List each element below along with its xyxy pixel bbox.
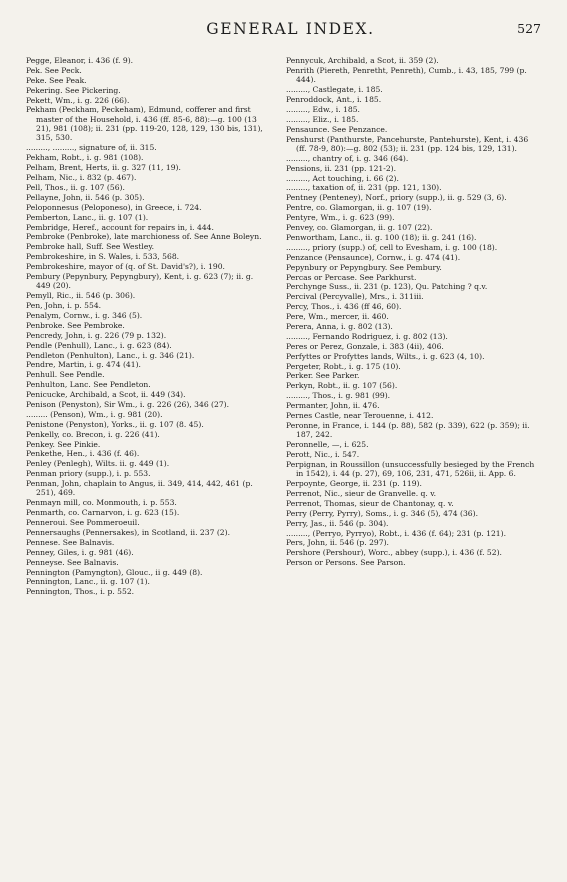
index-entry: Pendre, Martin, i. g. 474 (41). [26, 360, 141, 370]
index-entry: Pembury (Pepynbury, Pepyngbury), Kent, i. g. 623 (7); ii. g. 449 (20). [26, 271, 254, 291]
index-entry: Pellayne, John, ii. 546 (p. 305). [26, 192, 145, 202]
index-entry: Penman priory (supp.), i. p. 553. [26, 469, 151, 479]
index-entry: Pennington, Thos., i. p. 552. [26, 587, 135, 597]
index-entry: Pekett, Wm., i. g. 226 (66). [26, 95, 130, 105]
index-entry: Percy, Thos., i. 436 (ff 46, 60). [286, 302, 402, 312]
index-entry: Pendleton (Penhulton), Lanc., i. g. 346 (21). [26, 350, 195, 360]
page-number: 527 [517, 21, 541, 36]
right-index-column [286, 56, 536, 568]
index-entry: Pembrokeshire, in S. Wales, i. 533, 568. [26, 252, 180, 262]
index-entry: Peronnelle, —, i. 625. [286, 440, 369, 450]
index-entry: Perpignan, in Roussillon (unsuccessfully besieged by the French in 1542), i. 44 (p. 27), 69, 106, 231, 471, 526ii, ii. App. 6. [286, 459, 535, 479]
index-entry: Pembrokeshire, mayor of (q. of St. David's?), i. 190. [26, 262, 225, 272]
index-entry: ........., taxation of, ii. 231 (pp. 121, 130). [286, 183, 442, 193]
index-entry: Penistone (Penyston), Yorks., ii. g. 107 (8. 45). [26, 419, 204, 429]
index-entry: ........., (Perryo, Pyrryo), Robt., i. 436 (f. 64); 231 (p. 121). [286, 528, 507, 538]
index-entry: Pell, Thos., ii. g. 107 (56). [26, 182, 125, 192]
index-entry: Perfyttes or Profyttes lands, Wilts., i. g. 623 (4, 10). [286, 351, 485, 361]
index-entry: Pensions, ii. 231 (pp. 121-2). [286, 163, 397, 173]
index-entry: Penshurst (Panthurste, Pancehurste, Pantehurste), Kent, i. 436 (ff. 78-9, 80):—g. 802 (53); ii. 231 (pp. 124 bis, 129, 131). [286, 134, 529, 153]
index-entry: Perpoynte, George, ii. 231 (p. 119). [286, 479, 422, 489]
index-entry: ........., Thos., i. g. 981 (99). [286, 391, 391, 401]
index-entry: Penmarth, co. Carnarvon, i. g. 623 (15). [26, 508, 180, 518]
index-entry: Percival (Percyvalle), Mrs., i. 311iii. [286, 292, 424, 302]
index-entry: Pendle (Penhull), Lanc., i. g. 623 (84). [26, 340, 172, 350]
index-entry: Perker. See Parker. [286, 371, 360, 381]
index-entry: Peronne, in France, i. 144 (p. 88), 582 (p. 339), 622 (p. 359); ii. 187, 242. [286, 420, 530, 440]
index-entry: Peke. See Peak. [26, 75, 87, 85]
index-entry: Penley (Penlegh), Wilts. ii. g. 449 (1). [26, 459, 170, 469]
index-entry: Pembridge, Heref., account for repairs in, i. 444. [26, 222, 214, 232]
index-entry: Pembroke (Penbroke), late marchioness of. See Anne Boleyn. [26, 232, 262, 242]
index-entry: Penneyse. See Balnavis. [26, 557, 119, 567]
index-entry: Pentney (Penteney), Norf., priory (supp.), ii. g. 529 (3, 6). [286, 193, 507, 203]
index-entry: Pergeter, Robt., i. g. 175 (10). [286, 361, 401, 371]
index-entry: Penalym, Cornw., i. g. 346 (5). [26, 310, 143, 320]
index-entry: Pennersaughs (Pennersakes), in Scotland, ii. 237 (2). [26, 528, 230, 538]
index-entry: Permanter, John, ii. 476. [286, 401, 380, 411]
index-entry: Pere, Wm., mercer, ii. 460. [286, 312, 389, 322]
index-entry: Penvey, co. Glamorgan, ii. g. 107 (22). [286, 223, 433, 233]
index-entry: Percas or Percase. See Parkhurst. [286, 272, 417, 282]
index-entry: Penman, John, chaplain to Angus, ii. 349, 414, 442, 461 (p. 251), 469. [26, 479, 253, 498]
index-entry: Pekham (Peckham, Peckeham), Edmund, cofferer and first master of the Household, i. 436 (ff. 85-6, 88):—g. 100 (13 21), 981 (108); ii. 231 (pp. 119-20, 128, 129, 130 bis, 131), 315, 530. [26, 105, 263, 143]
index-entry: ........., Act touching, i. 66 (2). [286, 173, 399, 183]
index-entry: Perry (Perry, Pyrry), Soms., i. g. 346 (5), 474 (36). [286, 508, 479, 518]
index-entry: Penmayn mill, co. Monmouth, i. p. 553. [26, 498, 177, 508]
index-entry: Pen, John, i. p. 554. [26, 301, 102, 311]
index-entry: Penison (Penyston), Sir Wm., i. g. 226 (26), 346 (27). [26, 399, 230, 409]
index-entry: ........., Fernando Rodriguez, i. g. 802 (13). [286, 331, 448, 341]
index-entry: Penbroke. See Pembroke. [26, 320, 125, 330]
index-entry: Penicucke, Archibald, a Scot, ii. 449 (34). [26, 390, 186, 400]
index-entry: Pelham, Brent, Herts, ii. g. 327 (11, 19). [26, 163, 181, 173]
index-entry: Person or Persons. See Parson. [286, 558, 406, 568]
index-entry: Pek. See Peck. [26, 65, 82, 75]
index-entry: Perkyn, Robt., ii. g. 107 (56). [286, 381, 398, 391]
index-entry: Penkey. See Pinkie. [26, 439, 101, 449]
index-entry: ........., Eliz., i. 185. [286, 114, 359, 124]
index-entry: Perera, Anna, i. g. 802 (13). [286, 321, 393, 331]
index-entry: Pensaunce. See Penzance. [286, 124, 388, 134]
index-entry: Penhulton, Lanc. See Pendleton. [26, 380, 151, 390]
index-entry: Pemyll, Ric., ii. 546 (p. 306). [26, 291, 136, 301]
index-entry: Penrith (Piereth, Penretht, Penreth), Cumb., i. 43, 185, 799 (p. 444). [286, 65, 527, 85]
index-entry: Pembroke hall, Suff. See Westley. [26, 242, 155, 252]
index-entry: Peres or Perez, Gonzale, i. 383 (4ii), 406. [286, 341, 444, 351]
index-entry: Penkelly, co. Brecon, i. g. 226 (41). [26, 429, 160, 439]
index-entry: Pepynbury or Pepyngbury. See Pembury. [286, 262, 442, 272]
index-entry: Penney, Giles, i. g. 981 (46). [26, 547, 134, 557]
index-entry: ........., priory (supp.) of, cell to Evesham, i. g. 100 (18). [286, 242, 498, 252]
index-entry: Pershore (Pershour), Worc., abbey (supp.), i. 436 (f. 52). [286, 548, 502, 558]
index-entry: Pekering. See Pickering. [26, 85, 121, 95]
left-index-column [26, 56, 268, 597]
index-entry: Penzance (Pensaunce), Cornw., i. g. 474 (41). [286, 252, 461, 262]
index-entry: Pegge, Eleanor, i. 436 (f. 9). [26, 56, 134, 65]
index-entry: Penneroui. See Pommeroeuil. [26, 518, 140, 528]
index-entry: Penkethe, Hen., i. 436 (f. 46). [26, 449, 140, 459]
index-entry: Penhull. See Pendle. [26, 370, 105, 380]
page-title: GENERAL INDEX. [206, 20, 375, 38]
index-entry: Pentre, co. Glamorgan, ii. g. 107 (19). [286, 203, 432, 213]
index-entry: ........., Castlegate, i. 185. [286, 85, 383, 95]
index-entry: ........., Edw., i. 185. [286, 104, 360, 114]
index-entry: Pers, John, ii. 546 (p. 297). [286, 538, 389, 548]
index-entry: Pernes Castle, near Terouenne, i. 412. [286, 410, 434, 420]
index-entry: ......... (Penson), Wm., i. g. 981 (20). [26, 409, 163, 419]
page-header [28, 20, 553, 40]
index-entry: Pentyre, Wm., i. g. 623 (99). [286, 213, 395, 223]
index-entry: Peloponnesus (Peloponeso), in Greece, i. 724. [26, 202, 202, 212]
index-entry: Penwortham, Lanc., ii. g. 100 (18); ii. g. 241 (16). [286, 232, 477, 242]
index-entry: Pekham, Robt., i. g. 981 (108). [26, 153, 144, 163]
index-entry: Pencredy, John, i. g. 226 (79 p. 132). [26, 330, 167, 340]
index-entry: Perrenot, Nic., sieur de Granvelle. q. v. [286, 489, 437, 498]
index-entry: Perry, Jas., ii. 546 (p. 304). [286, 518, 389, 528]
index-entry: ........., chantry of, i. g. 346 (64). [286, 153, 409, 163]
index-entry: Perchynge Suss., ii. 231 (p. 123), Qu. Patching ? q.v. [286, 282, 488, 292]
index-entry: Pennington, Lanc., ii. g. 107 (1). [26, 577, 150, 587]
index-entry: Perott, Nic., i. 547. [286, 449, 360, 459]
index-entry: Pennycuk, Archibald, a Scot, ii. 359 (2). [286, 56, 439, 65]
index-entry: Pemberton, Lanc., ii. g. 107 (1). [26, 212, 149, 222]
index-entry: ........., ........., signature of, ii. 315. [26, 143, 157, 153]
index-entry: Perrenot, Thomas, sieur de Chantonay, q. v. [286, 498, 454, 508]
index-entry: Pennington (Pamyngton), Glouc., ii g. 449 (8). [26, 567, 203, 577]
index-entry: Pelham, Nic., i. 832 (p. 467). [26, 173, 137, 183]
index-entry: Pennese. See Balnavis. [26, 537, 115, 547]
index-entry: Penroddock, Ant., i. 185. [286, 95, 382, 105]
